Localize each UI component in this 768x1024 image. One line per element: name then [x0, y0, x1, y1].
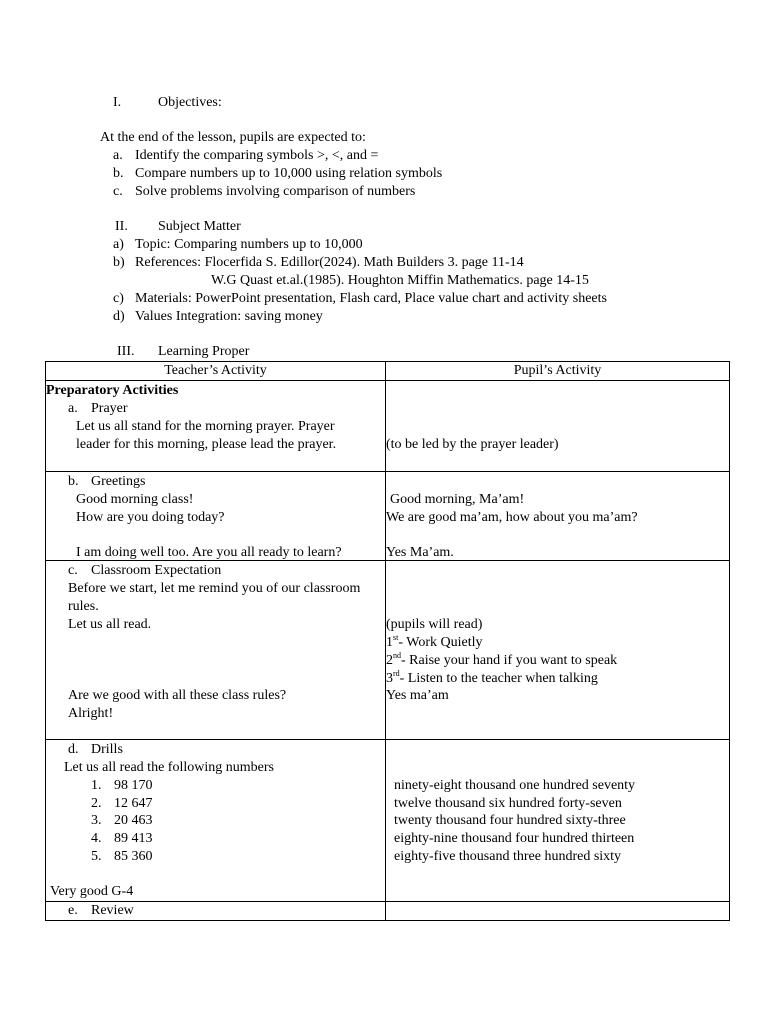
table-row-prayer: [46, 381, 730, 472]
subject-item-continuation: W.G Quast et.al.(1985). Houghton Miffin Mathematics. page 14-15: [211, 273, 589, 288]
objective-item: Compare numbers up to 10,000 using relation symbols: [135, 166, 443, 181]
drill-instruction: Let us all read the following numbers: [64, 760, 274, 775]
subject-marker: b): [113, 255, 125, 270]
section-marker: e.: [68, 903, 78, 918]
drill-value: 98 170: [114, 778, 153, 793]
teacher-line: Are we good with all these class rules?: [68, 688, 287, 703]
drill-words: twenty thousand four hundred sixty-three: [394, 813, 626, 828]
subject-matter-numeral: II.: [115, 219, 128, 234]
objective-item: Solve problems involving comparison of numbers: [135, 184, 416, 199]
table-row-expectation: [46, 561, 730, 740]
drill-words: eighty-five thousand three hundred sixty: [394, 849, 622, 864]
section-marker: d.: [68, 742, 79, 757]
section-title: Review: [91, 903, 134, 918]
drill-number: 2.: [91, 796, 102, 811]
drill-words: eighty-nine thousand four hundred thirteen: [394, 831, 635, 846]
section-title: Prayer: [91, 401, 128, 416]
drill-number: 5.: [91, 849, 102, 864]
pupil-cell: [386, 902, 730, 921]
pupil-activity-header: Pupil’s Activity: [386, 362, 730, 381]
objectives-numeral: I.: [113, 95, 122, 110]
subject-marker: a): [113, 237, 124, 252]
rule-text: - Work Quietly: [398, 635, 483, 650]
section-title: Drills: [91, 742, 123, 757]
rule-ordinal: nd: [393, 651, 401, 660]
drill-number: 3.: [91, 813, 102, 828]
teacher-line: Let us all stand for the morning prayer. Prayer: [76, 419, 335, 434]
teacher-line: Before we start, let me remind you of our classroom: [68, 581, 361, 596]
pupil-cell: [386, 472, 730, 561]
drill-value: 89 413: [114, 831, 153, 846]
teacher-line: Alright!: [68, 706, 114, 721]
learning-proper-numeral: III.: [117, 344, 135, 359]
objectives-heading: Objectives:: [158, 95, 222, 110]
section-title: Classroom Expectation: [91, 563, 222, 578]
rule-number: 1: [386, 635, 393, 650]
pupil-line: We are good ma’am, how about you ma’am?: [386, 510, 638, 525]
section-marker: b.: [68, 474, 79, 489]
objectives-intro: At the end of the lesson, pupils are expected to:: [100, 130, 366, 145]
rule-text: - Raise your hand if you want to speak: [401, 653, 618, 668]
pupil-cell: [386, 740, 730, 902]
teacher-line: Good morning class!: [76, 492, 194, 507]
pupil-cell: [386, 381, 730, 472]
pupil-line: Good morning, Ma’am!: [390, 492, 525, 507]
teacher-activity-header: Teacher’s Activity: [46, 362, 386, 381]
objective-marker: c.: [113, 184, 123, 199]
teacher-cell: [46, 381, 386, 472]
pupil-cell: [386, 561, 730, 740]
rule-ordinal: st: [393, 633, 399, 642]
teacher-line: I am doing well too. Are you all ready to learn?: [76, 545, 342, 560]
drill-words: ninety-eight thousand one hundred seventy: [394, 778, 636, 793]
section-marker: a.: [68, 401, 78, 416]
subject-item: Topic: Comparing numbers up to 10,000: [135, 237, 363, 252]
drill-value: 12 647: [114, 796, 153, 811]
teacher-cell: [46, 472, 386, 561]
pupil-line: (pupils will read): [386, 617, 483, 632]
rule-number: 2: [386, 653, 393, 668]
objective-item: Identify the comparing symbols >, <, and =: [135, 148, 379, 163]
subject-matter-heading: Subject Matter: [158, 219, 241, 234]
subject-item: References: Flocerfida S. Edillor(2024). Math Builders 3. page 11-14: [135, 255, 524, 270]
drill-number: 4.: [91, 831, 102, 846]
objective-marker: b.: [113, 166, 124, 181]
teacher-line: rules.: [68, 599, 99, 614]
teacher-cell: [46, 902, 386, 921]
drill-words: twelve thousand six hundred forty-seven: [394, 796, 622, 811]
teacher-line: How are you doing today?: [76, 510, 225, 525]
section-title: Greetings: [91, 474, 146, 489]
teacher-cell: [46, 561, 386, 740]
rule-item: [386, 670, 598, 688]
objective-marker: a.: [113, 148, 123, 163]
rule-number: 3: [386, 671, 393, 686]
section-marker: c.: [68, 563, 78, 578]
table-header-row: [46, 362, 730, 381]
preparatory-activities-title: Preparatory Activities: [46, 383, 179, 398]
drill-number: 1.: [91, 778, 102, 793]
rule-text: - Listen to the teacher when talking: [399, 671, 598, 686]
subject-marker: c): [113, 291, 124, 306]
teacher-line: Let us all read.: [68, 617, 152, 632]
pupil-line: (to be led by the prayer leader): [386, 437, 559, 452]
teacher-line: leader for this morning, please lead the prayer.: [76, 437, 337, 452]
rule-item: [386, 652, 617, 670]
pupil-line: Yes ma’am: [386, 688, 449, 703]
teacher-praise: Very good G-4: [50, 884, 134, 899]
table-row-drills: [46, 740, 730, 902]
rule-item: [386, 634, 483, 652]
teacher-cell: [46, 740, 386, 902]
learning-proper-table: [45, 361, 730, 921]
table-row-review: [46, 902, 730, 921]
table-row-greetings: [46, 472, 730, 561]
drill-value: 20 463: [114, 813, 153, 828]
learning-proper-heading: Learning Proper: [158, 344, 250, 359]
rule-ordinal: rd: [393, 669, 400, 678]
subject-item: Values Integration: saving money: [135, 309, 323, 324]
pupil-line: Yes Ma’am.: [386, 545, 454, 560]
subject-item: Materials: PowerPoint presentation, Flash card, Place value chart and activity sheets: [135, 291, 607, 306]
subject-marker: d): [113, 309, 125, 324]
drill-value: 85 360: [114, 849, 153, 864]
